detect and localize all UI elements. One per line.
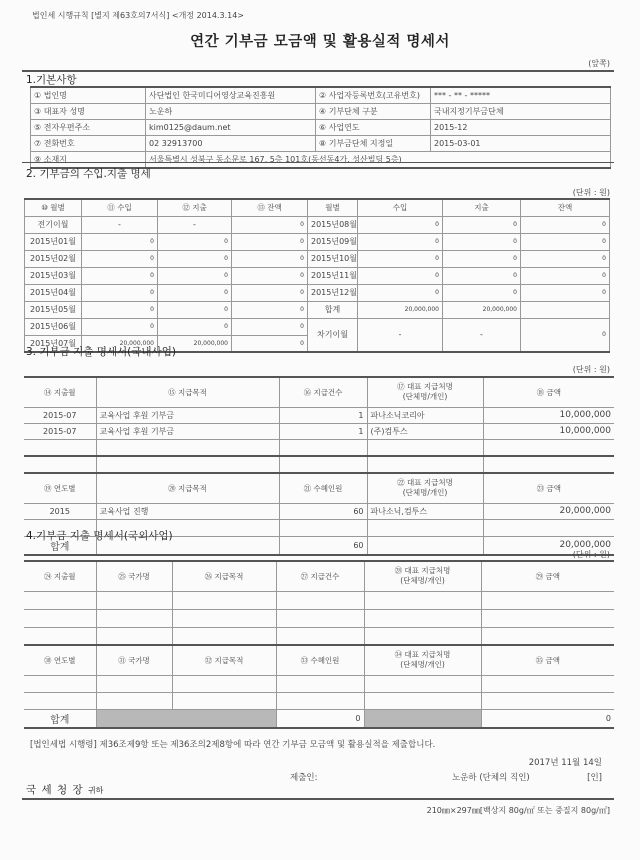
column-header: ㉙ 금액 <box>481 561 614 591</box>
expense-row <box>24 503 614 519</box>
amount-cell: 0 <box>158 318 232 335</box>
shaded-cell <box>96 709 276 728</box>
amount-cell: 0 <box>521 250 610 267</box>
amount-cell: 0 <box>358 233 443 250</box>
month-row <box>25 233 610 250</box>
amount-cell: 0 <box>232 216 308 233</box>
month-row <box>25 301 610 318</box>
empty-cell <box>276 609 364 627</box>
amount-cell: 0 <box>82 250 158 267</box>
empty-cell <box>24 692 96 709</box>
empty-row <box>24 692 614 709</box>
column-header: ㉕ 국가명 <box>96 561 172 591</box>
header-row <box>25 199 610 216</box>
empty-cell <box>96 627 172 645</box>
amount-cell: 0 <box>232 284 308 301</box>
amount-cell: 0 <box>232 335 308 352</box>
empty-cell <box>172 692 276 709</box>
empty-cell <box>96 439 279 456</box>
info-row <box>31 136 611 152</box>
empty-cell <box>96 609 172 627</box>
column-header: ㉟ 금액 <box>481 645 614 675</box>
purpose-cell: 교육사업 후원 기부금 <box>96 407 279 423</box>
amount-cell: 0 <box>232 301 308 318</box>
submission-date: 2017년 11월 14일 <box>528 758 602 768</box>
month-cell: 전기이월 <box>25 216 82 233</box>
header-line: ㉒ 대표 지급처명 <box>397 478 453 488</box>
column-header: ⑩ 월별 <box>25 199 82 216</box>
field-value: 사단법인 한국미디어영상교육진흥원 <box>146 87 316 104</box>
field-label: ⑦ 전화번호 <box>31 136 146 152</box>
info-row <box>31 87 611 104</box>
header-line: (단체명/개인) <box>402 488 448 498</box>
amount-cell: 0 <box>158 301 232 318</box>
column-header: 잔액 <box>521 199 610 216</box>
empty-cell <box>276 627 364 645</box>
header-line: (단체명/개인) <box>400 660 445 670</box>
payee-cell: 파나소닉,컴투스 <box>367 503 483 519</box>
empty-cell <box>483 519 614 536</box>
amount-cell: 0 <box>82 267 158 284</box>
amount-cell: 10,000,000 <box>483 407 614 423</box>
amount-cell: 0 <box>232 233 308 250</box>
month-cell: 2015년10월 <box>308 250 358 267</box>
empty-cell <box>367 456 483 473</box>
seal-mark: [인] <box>587 773 602 783</box>
field-value: *** - ** - ***** <box>431 87 611 104</box>
column-header: ㉓ 금액 <box>483 473 614 503</box>
amount-cell: 20,000,000 <box>82 335 158 352</box>
field-value: kim0125@daum.net <box>146 120 316 136</box>
empty-cell <box>367 536 483 555</box>
month-cell: 2015년01월 <box>25 233 82 250</box>
month-cell: 2015년09월 <box>308 233 358 250</box>
total-count: 60 <box>279 536 367 555</box>
month-row <box>25 267 610 284</box>
empty-cell <box>483 456 614 473</box>
info-row <box>31 120 611 136</box>
header-row <box>24 473 614 503</box>
empty-cell <box>24 456 96 473</box>
month-row <box>25 216 610 233</box>
shaded-cell <box>364 709 481 728</box>
amount-cell: 0 <box>82 284 158 301</box>
amount-cell: 0 <box>443 250 521 267</box>
amount-cell: 20,000,000 <box>483 503 614 519</box>
amount-cell: 0 <box>82 318 158 335</box>
field-value: 노운하 <box>146 104 316 120</box>
basic-info-table <box>30 86 611 169</box>
section-1-title: 1.기본사항 <box>26 74 77 86</box>
column-header: ⑫ 지출 <box>158 199 232 216</box>
month-row <box>25 318 610 335</box>
section-2-title: 2. 기부금의 수입.지출 명세 <box>26 168 151 180</box>
empty-cell <box>279 519 367 536</box>
header-row <box>24 377 614 407</box>
empty-row <box>24 675 614 692</box>
empty-cell <box>481 591 614 609</box>
header-line: ⑰ 대표 지급처명 <box>397 382 453 392</box>
header-line: (단체명/개인) <box>400 576 445 586</box>
empty-cell <box>172 609 276 627</box>
month-cell: 2015년07월 <box>25 335 82 352</box>
total-amount: 0 <box>481 709 614 728</box>
month-cell: 2015년05월 <box>25 301 82 318</box>
amount-cell: 0 <box>358 284 443 301</box>
month-cell: 2015년08월 <box>308 216 358 233</box>
amount-cell: 0 <box>521 284 610 301</box>
empty-cell <box>276 591 364 609</box>
section-4-unit: (단위 : 원) <box>572 550 610 559</box>
empty-cell <box>276 692 364 709</box>
section-2-unit: (단위 : 원) <box>572 188 610 197</box>
empty-cell <box>96 591 172 609</box>
empty-cell <box>172 591 276 609</box>
month-cell: 2015-07 <box>24 407 96 423</box>
section-3-unit: (단위 : 원) <box>572 365 610 374</box>
month-cell: 2015년02월 <box>25 250 82 267</box>
expense-row <box>24 423 614 439</box>
column-header: ⑮ 지급목적 <box>96 377 279 407</box>
column-header: 수입 <box>358 199 443 216</box>
column-header: ㉑ 수혜인원 <box>279 473 367 503</box>
field-label: ⑥ 사업연도 <box>316 120 431 136</box>
empty-cell <box>96 456 279 473</box>
empty-cell <box>276 675 364 692</box>
month-cell: 합계 <box>308 301 358 318</box>
field-value: 국내지정기부금단체 <box>431 104 611 120</box>
empty-cell <box>367 519 483 536</box>
form-number: 법인세 시행규칙 [별지 제63호의7서식] <개정 2014.3.14> <box>32 11 244 20</box>
divider <box>22 798 614 800</box>
amount-cell: 0 <box>158 267 232 284</box>
column-header: ㉔ 지출월 <box>24 561 96 591</box>
paper-spec: 210㎜×297㎜[백상지 80g/㎡ 또는 중질지 80g/㎡] <box>426 806 610 815</box>
total-count: 0 <box>276 709 364 728</box>
field-label: ① 법인명 <box>31 87 146 104</box>
month-cell: 2015년03월 <box>25 267 82 284</box>
empty-cell <box>483 439 614 456</box>
month-cell: 2015-07 <box>24 423 96 439</box>
amount-cell: 10,000,000 <box>483 423 614 439</box>
empty-cell <box>24 609 96 627</box>
empty-cell <box>481 627 614 645</box>
overseas-expense-table <box>24 560 614 729</box>
column-header: ㉝ 수혜인원 <box>276 645 364 675</box>
empty-cell <box>364 692 481 709</box>
column-header: ⑲ 연도별 <box>24 473 96 503</box>
header-row <box>24 561 614 591</box>
total-label: 합계 <box>24 709 96 728</box>
divider <box>22 70 614 72</box>
column-header <box>367 377 483 407</box>
submission-statement: [법인세법 시행령] 제36조제9항 또는 제36조의2제8항에 따라 연간 기부금 모금액 및 활용실적을 제출합니다. <box>30 740 436 750</box>
recipient <box>26 782 103 797</box>
empty-cell <box>24 627 96 645</box>
amount-cell: 0 <box>358 267 443 284</box>
amount-cell: 0 <box>358 250 443 267</box>
recipient-suffix: 귀하 <box>87 786 104 795</box>
empty-row <box>24 609 614 627</box>
column-header: ⑬ 잔액 <box>232 199 308 216</box>
empty-cell <box>364 609 481 627</box>
column-header: 월별 <box>308 199 358 216</box>
amount-cell: 20,000,000 <box>158 335 232 352</box>
column-header: ㉜ 지급목적 <box>172 645 276 675</box>
amount-cell: 20,000,000 <box>443 301 521 318</box>
count-cell: 1 <box>279 423 367 439</box>
column-header: ⑪ 수입 <box>82 199 158 216</box>
column-header <box>364 561 481 591</box>
amount-cell: 0 <box>158 284 232 301</box>
amount-cell: 0 <box>158 233 232 250</box>
column-header: ㉗ 지급건수 <box>276 561 364 591</box>
header-line: ㉞ 대표 지급처명 <box>394 650 451 660</box>
amount-cell: - <box>158 216 232 233</box>
spacer-row <box>24 456 614 473</box>
address-label: ⑨ 소재지 <box>31 152 146 169</box>
column-header: 지출 <box>443 199 521 216</box>
header-line: (단체명/개인) <box>402 392 448 402</box>
amount-cell: 20,000,000 <box>358 301 443 318</box>
amount-cell: 0 <box>521 216 610 233</box>
month-cell: 2015년06월 <box>25 318 82 335</box>
payee-cell: (주)컴투스 <box>367 423 483 439</box>
carryover-balance: 0 <box>521 318 610 352</box>
header-row <box>24 645 614 675</box>
field-label: ② 사업자등록번호(고유번호) <box>316 87 431 104</box>
field-value: 02 32913700 <box>146 136 316 152</box>
empty-cell <box>96 675 172 692</box>
empty-cell <box>481 609 614 627</box>
amount-cell: 0 <box>232 318 308 335</box>
field-value: 2015-03-01 <box>431 136 611 152</box>
page-title: 연간 기부금 모금액 및 활용실적 명세서 <box>190 34 450 50</box>
amount-cell: 0 <box>443 216 521 233</box>
column-header: ⑯ 지급건수 <box>279 377 367 407</box>
amount-cell: 0 <box>443 284 521 301</box>
empty-cell <box>24 675 96 692</box>
purpose-cell: 교육사업 진행 <box>96 503 279 519</box>
column-header: ⑱ 금액 <box>483 377 614 407</box>
empty-row <box>24 627 614 645</box>
month-row <box>25 250 610 267</box>
amount-cell: 0 <box>232 267 308 284</box>
month-cell: 2015년12월 <box>308 284 358 301</box>
empty-cell <box>481 675 614 692</box>
amount-cell: 0 <box>158 250 232 267</box>
empty-cell <box>367 439 483 456</box>
count-cell: 1 <box>279 407 367 423</box>
purpose-cell: 교육사업 후원 기부금 <box>96 423 279 439</box>
field-value: 2015-12 <box>431 120 611 136</box>
amount-cell <box>521 301 610 318</box>
empty-row <box>24 439 614 456</box>
column-header <box>367 473 483 503</box>
section-3-title: 3. 기부금 지출 명세서(국내사업) <box>26 346 176 358</box>
expense-row <box>24 407 614 423</box>
column-header: ㉛ 국가명 <box>96 645 172 675</box>
recipient-name: 국 세 청 장 <box>26 784 84 796</box>
beneficiary-cell: 60 <box>279 503 367 519</box>
field-label: ⑧ 기부금단체 지정일 <box>316 136 431 152</box>
amount-cell: 0 <box>358 216 443 233</box>
month-row <box>25 284 610 301</box>
section-4-title: 4.기부금 지출 명세서(국외사업) <box>26 530 173 542</box>
empty-row <box>24 591 614 609</box>
submitter-name: 노운하 (단체의 직인) <box>452 773 530 783</box>
amount-cell: 0 <box>82 301 158 318</box>
total-amount: 20,000,000 <box>483 536 614 555</box>
field-label: ③ 대표자 성명 <box>31 104 146 120</box>
amount-cell: 0 <box>232 250 308 267</box>
empty-cell <box>172 627 276 645</box>
month-cell: 2015년04월 <box>25 284 82 301</box>
field-label: ⑤ 전자우편주소 <box>31 120 146 136</box>
divider <box>22 162 614 163</box>
header-line: ㉘ 대표 지급처명 <box>394 566 451 576</box>
empty-cell <box>96 692 172 709</box>
month-cell: 2015년11월 <box>308 267 358 284</box>
income-expense-table <box>24 198 610 353</box>
amount-cell: - <box>82 216 158 233</box>
amount-cell: 0 <box>521 267 610 284</box>
info-row <box>31 104 611 120</box>
submitter-label: 제출인: <box>290 773 318 783</box>
column-header: ⑭ 지출월 <box>24 377 96 407</box>
carryover-expense: - <box>443 318 521 352</box>
empty-cell <box>364 675 481 692</box>
total-label: 합계 <box>24 536 96 555</box>
total-row <box>24 709 614 728</box>
column-header: ㉚ 연도별 <box>24 645 96 675</box>
empty-cell <box>364 591 481 609</box>
empty-cell <box>364 627 481 645</box>
payee-cell: 파나소닉코리아 <box>367 407 483 423</box>
empty-cell <box>279 439 367 456</box>
carryover-income: - <box>358 318 443 352</box>
column-header: ㉖ 지급목적 <box>172 561 276 591</box>
amount-cell: 0 <box>521 233 610 250</box>
empty-cell <box>481 692 614 709</box>
amount-cell: 0 <box>82 233 158 250</box>
empty-cell <box>279 456 367 473</box>
amount-cell: 0 <box>443 233 521 250</box>
address-value: 서울특별시 성북구 동소문로 167, 5층 101호(동선동4가, 성산빌딩 5층) <box>146 152 611 169</box>
column-header: ⑳ 지급목적 <box>96 473 279 503</box>
amount-cell: 0 <box>443 267 521 284</box>
field-label: ④ 기부단체 구분 <box>316 104 431 120</box>
year-cell: 2015 <box>24 503 96 519</box>
empty-cell <box>172 675 276 692</box>
column-header <box>364 645 481 675</box>
empty-cell <box>24 439 96 456</box>
empty-cell <box>24 591 96 609</box>
front-side-label: (앞쪽) <box>588 59 610 68</box>
carryover-label: 차기이월 <box>308 318 358 352</box>
